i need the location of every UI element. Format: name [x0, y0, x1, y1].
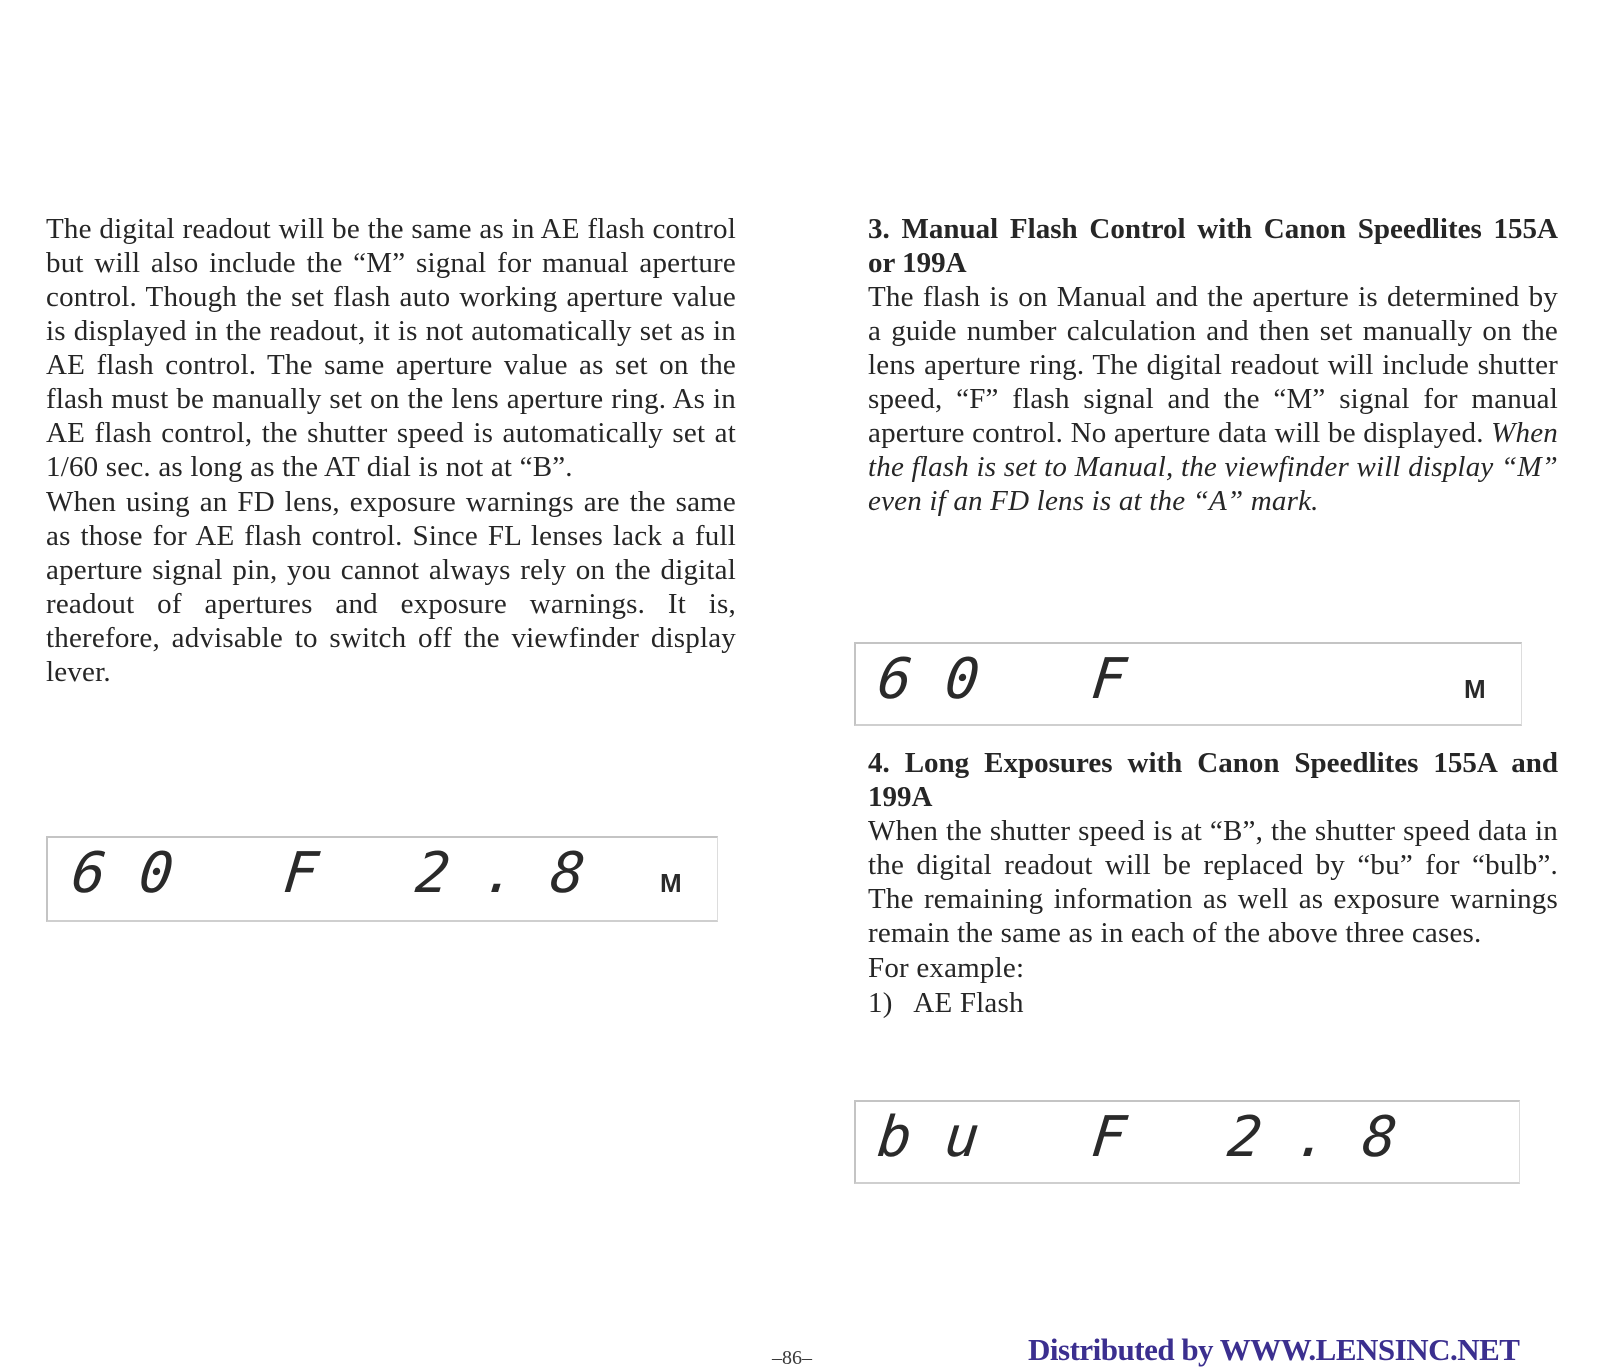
readout-shutter-speed: 6 0 — [68, 841, 177, 906]
readout-flash-signal: F — [280, 841, 322, 906]
readout-aperture: 2 . 8 — [412, 841, 589, 906]
paragraph — [868, 280, 1558, 518]
section-heading: 3. Manual Flash Control with Canon Speedlites 155A or 199A — [868, 213, 1558, 279]
example-label: For example: — [868, 952, 1025, 984]
page-number: –86– — [772, 1347, 812, 1369]
readout-flash-signal: F — [1088, 1105, 1130, 1170]
example-item: 1) AE Flash — [868, 987, 1024, 1019]
readout-manual-signal: M — [1464, 674, 1486, 704]
paragraph: When the shutter speed is at “B”, the shutter speed data in the digital readout will be replaced by “bu” for “bulb”. The remaining information as well as exposure warnings remain the same as in each of the above three cases. — [868, 815, 1558, 949]
readout-flash-signal: F — [1088, 647, 1130, 712]
right-column-section-4 — [868, 746, 1558, 1020]
digital-readout-manual-aperture — [46, 836, 718, 922]
digital-readout-manual-flash — [854, 642, 1522, 726]
section-body: The flash is on Manual and the aperture is determined by a guide number calculation and then set manually on the lens aperture ring. The digital readout will include shutter speed, “F” flash signal and the “M” signal for manual aperture control. No aperture data will be displayed. — [868, 281, 1558, 449]
distributor-note: Distributed by WWW.LENSINC.NET — [1028, 1332, 1520, 1367]
right-column — [868, 212, 1558, 518]
paragraph: When using an FD lens, exposure warnings are the same as those for AE flash control. Since FL lenses lack a full aperture signal pin, you cannot always rely on the digital readout of apertures and exposure warnings. It is, therefore, advisable to switch off the viewfinder display lever. — [46, 486, 736, 688]
readout-shutter-speed: b u — [874, 1105, 983, 1170]
paragraph: The digital readout will be the same as in AE flash control but will also include the “M” signal for manual aperture control. Though the set flash auto working aperture value is displayed in the readout, it is not automatically set as in AE flash control. The same aperture value as set on the flash must be manually set on the lens aperture ring. As in AE flash control, the shutter speed is automatically set at 1/60 sec. as long as the AT dial is not at “B”. — [46, 213, 736, 483]
digital-readout-bulb — [854, 1100, 1520, 1184]
readout-shutter-speed: 6 0 — [874, 647, 983, 712]
section-heading: 4. Long Exposures with Canon Speedlites 155A and 199A — [868, 747, 1558, 813]
readout-manual-signal: M — [660, 868, 682, 898]
readout-aperture: 2 . 8 — [1224, 1105, 1401, 1170]
italic-note: When the flash is set to Manual, the viewfinder will display “M” even if an FD lens is at the “A” mark. — [868, 417, 1558, 517]
left-column — [46, 212, 736, 689]
